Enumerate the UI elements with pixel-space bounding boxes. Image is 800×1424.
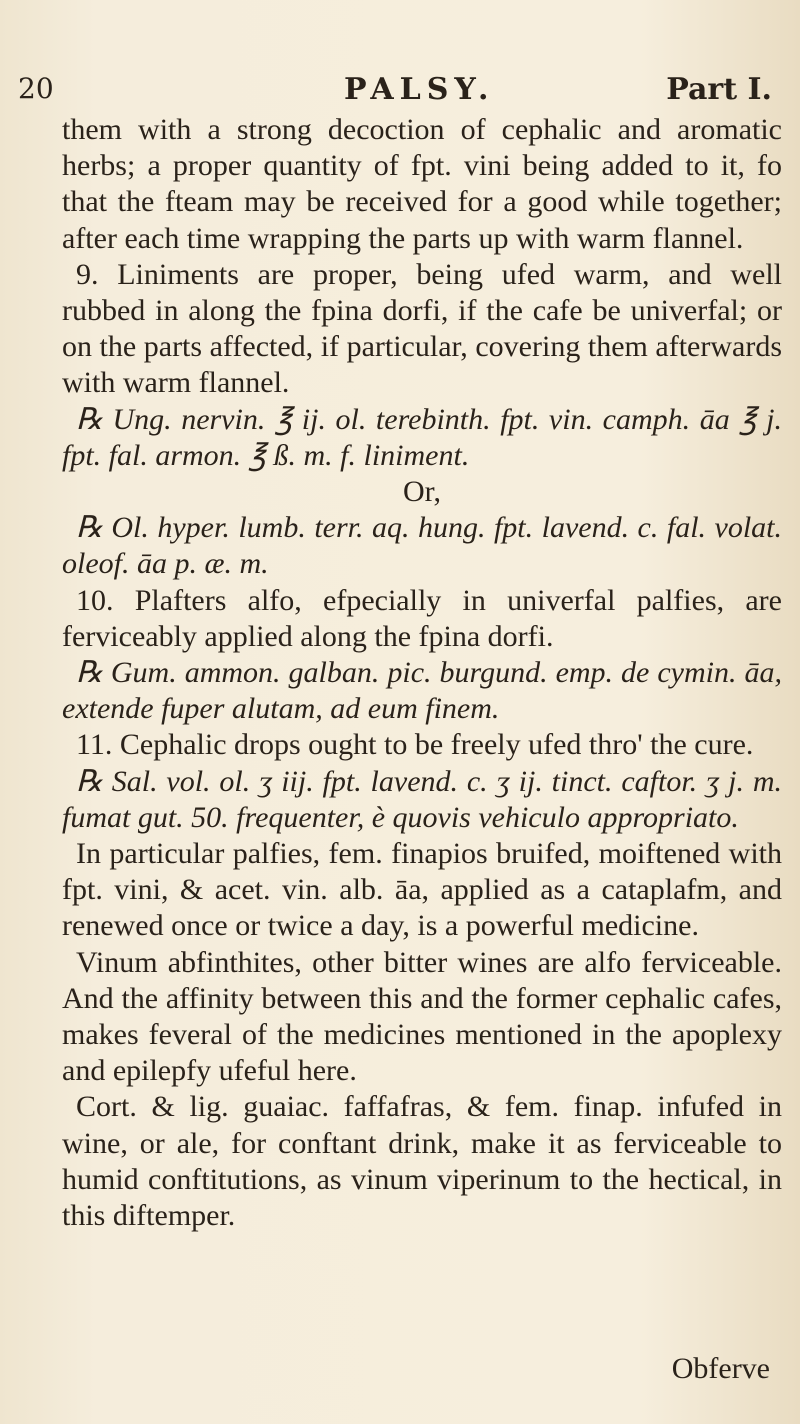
prescription-oil: ℞ Ol. hyper. lumb. terr. aq. hung. fpt. lavend. c. fal. volat. oleof. āa p. æ. m. <box>62 511 782 581</box>
paragraph-plasters: 10. Plafters alfo, efpecially in univerfal palfies, are ferviceably applied along the fpina dorfi. <box>62 583 782 653</box>
page-body <box>62 112 782 1234</box>
paragraph-vinum: Vinum abfinthites, other bitter wines are alfo ferviceable. And the affinity between this and the former cephalic cafes, makes feveral of the medicines mentioned in the apoplexy and epilepfy ufeful here. <box>62 945 782 1088</box>
part-label: Part I. <box>666 72 772 107</box>
or-separator: Or, <box>403 475 441 509</box>
catchword: Obferve <box>671 1352 770 1385</box>
paragraph-cort: Cort. & lig. guaiac. faffafras, & fem. finap. infufed in wine, or ale, for conftant drink, make it as ferviceable to humid conftitutions, as vinum viperinum to the hectical, in this diftemper. <box>62 1090 782 1233</box>
prescription-gum: ℞ Gum. ammon. galban. pic. burgund. emp. de cymin. āa, extende fuper alutam, ad eum finem. <box>62 656 782 726</box>
prescription-sal-vol: ℞ Sal. vol. ol. ʒ iij. fpt. lavend. c. ʒ ij. tinct. caftor. ʒ j. m. fumat gut. 50. frequenter, è quovis vehiculo appropriato. <box>62 764 782 834</box>
paragraph-liniments: 9. Liniments are proper, being ufed warm, and well rubbed in along the fpina dorfi, if the cafe be univerfal; or on the parts affected, if particular, covering them afterwards with warm flannel. <box>62 257 782 400</box>
paragraph-cephalic-drops: 11. Cephalic drops ought to be freely ufed thro' the cure. <box>76 728 754 762</box>
running-title: PALSY. <box>344 72 495 107</box>
paragraph-particular-palsies: In particular palfies, fem. finapios bruifed, moiftened with fpt. vini, & acet. vin. alb. āa, applied as a cataplafm, and renewed once or twice a day, is a powerful medicine. <box>62 837 782 943</box>
page-header <box>0 72 800 112</box>
prescription-liniment: ℞ Ung. nervin. ℥ ij. ol. terebinth. fpt. vin. camph. āa ℥ j. fpt. fal. armon. ℥ ß. m. f. liniment. <box>62 402 782 472</box>
page-number: 20 <box>18 72 54 105</box>
paragraph-continuation: them with a strong decoction of cephalic and aromatic herbs; a proper quantity of fpt. vini being added to it, fo that the fteam may be received for a good while together; after each time wrapping the parts up with warm flannel. <box>62 113 782 255</box>
